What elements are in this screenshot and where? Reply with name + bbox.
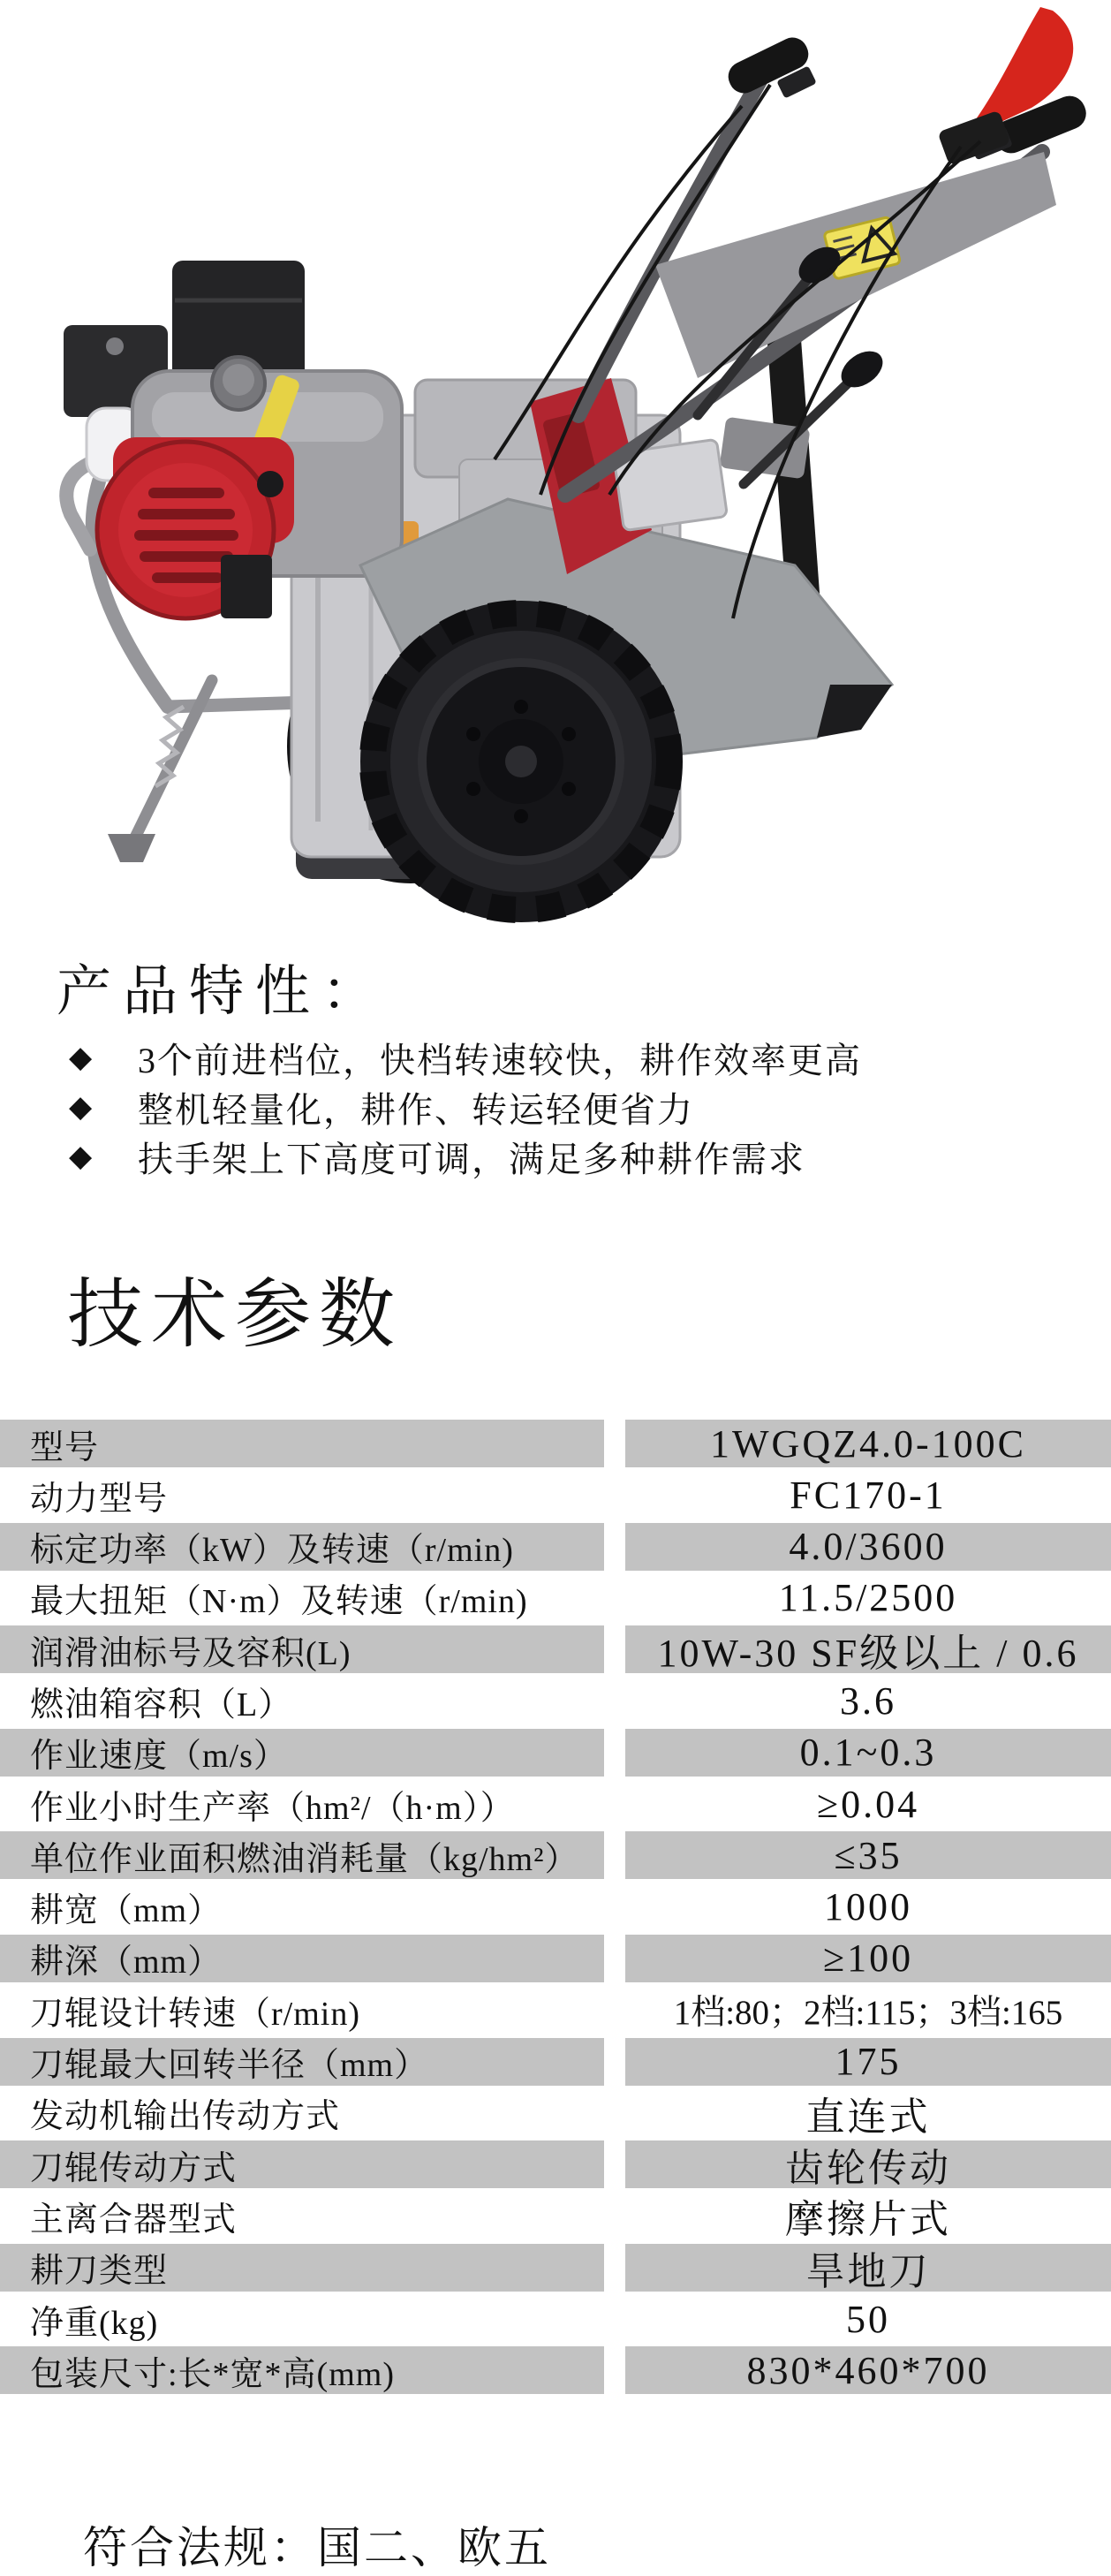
spec-row (0, 1677, 1111, 1724)
feature-item (69, 1138, 862, 1179)
spec-label: 动力型号 (30, 1480, 169, 1518)
front-wheel (360, 601, 682, 922)
fender-edge (817, 685, 892, 738)
starter-knob (257, 471, 283, 497)
feature-text: 扶手架上下高度可调，满足多种耕作需求 (138, 1139, 805, 1179)
clutch-lever (937, 7, 1073, 165)
spec-label: 耕宽（mm） (30, 1892, 223, 1930)
spec-label: 主离合器型式 (30, 2201, 238, 2239)
spec-label: 作业小时生产率（hm²/（h·m）） (30, 1789, 515, 1827)
spec-label: 最大扭矩（N·m）及转速（r/min) (30, 1583, 528, 1621)
feature-text: 整机轻量化，耕作、转运轻便省力 (138, 1089, 694, 1130)
spec-value: 齿轮传动 (625, 2140, 1111, 2188)
spec-value: 10W-30 SF级以上 / 0.6 (625, 1625, 1111, 1673)
spec-label: 净重(kg) (30, 2304, 159, 2342)
spec-row (0, 2140, 1111, 2191)
diamond-bullet-icon: ◆ (69, 1139, 93, 1174)
spec-row (0, 1780, 1111, 1828)
spec-label: 燃油箱容积（L） (30, 1686, 293, 1724)
features-list (69, 1039, 862, 1187)
spec-value: 50 (846, 2297, 890, 2341)
spec-row (0, 2244, 1111, 2292)
spec-label: 刀辊设计转速（r/min) (30, 1995, 360, 2033)
spec-value: 直连式 (805, 2095, 931, 2139)
spec-row (0, 1420, 1111, 1467)
spec-row (0, 1831, 1111, 1879)
spec-label: 耕刀类型 (0, 2244, 604, 2292)
product-photo (0, 0, 1111, 928)
tiller-illustration (0, 0, 1111, 928)
spec-row (0, 1935, 1111, 1982)
spec-label: 单位作业面积燃油消耗量（kg/hm²） (0, 1831, 604, 1879)
spec-label: 作业速度（m/s） (0, 1729, 604, 1777)
spec-value: 1000 (824, 1885, 912, 1929)
spec-label: 包装尺寸:长*宽*高(mm) (0, 2346, 604, 2394)
spec-value: 1WGQZ4.0-100C (625, 1420, 1111, 1467)
feature-item (69, 1039, 862, 1080)
spec-row (0, 2089, 1111, 2137)
feature-text: 3个前进档位，快档转速较快，耕作效率更高 (138, 1040, 862, 1080)
specs-title: 技术参数 (67, 1272, 403, 1357)
spec-value: 3.6 (840, 1678, 896, 1723)
spec-value: 11.5/2500 (778, 1576, 958, 1620)
spec-value: 旱地刀 (625, 2244, 1111, 2292)
specs-table (0, 1420, 1111, 2398)
spec-row (0, 1883, 1111, 1931)
spec-row (0, 2295, 1111, 2343)
spec-label: 标定功率（kW）及转速（r/min) (0, 1523, 604, 1571)
feature-item (69, 1088, 862, 1130)
engine-nameplate (221, 555, 272, 618)
spec-row (0, 1625, 1111, 1676)
spec-value: 175 (625, 2038, 1111, 2086)
spec-value: 830*460*700 (625, 2346, 1111, 2394)
spec-value: 4.0/3600 (625, 1523, 1111, 1571)
spec-value: 1档:80；2档:115；3档:165 (673, 1994, 1063, 2033)
spec-label: 刀辊最大回转半径（mm） (0, 2038, 604, 2086)
features-title: 产品特性： (57, 962, 389, 1022)
spec-row (0, 2346, 1111, 2394)
spec-value: FC170-1 (790, 1473, 947, 1517)
spec-value: 摩擦片式 (785, 2198, 951, 2242)
spec-label: 刀辊传动方式 (0, 2140, 604, 2188)
spec-row (0, 1471, 1111, 1519)
recoil-cover (97, 437, 294, 618)
compliance-note: 符合法规：国二、欧五 (83, 2523, 551, 2572)
handlebar-panel (655, 152, 1056, 378)
spec-value: ≥100 (625, 1935, 1111, 1982)
diamond-bullet-icon: ◆ (69, 1089, 93, 1125)
spec-row (0, 1986, 1111, 2034)
spec-value: ≥0.04 (816, 1782, 920, 1826)
spec-row (0, 1523, 1111, 1571)
diamond-bullet-icon: ◆ (69, 1040, 93, 1075)
spec-row (0, 1729, 1111, 1777)
spec-label: 发动机输出传动方式 (30, 2098, 341, 2136)
spec-label: 润滑油标号及容积(L) (0, 1625, 604, 1673)
spec-value: ≤35 (625, 1831, 1111, 1879)
spec-value: 0.1~0.3 (625, 1729, 1111, 1777)
spec-row (0, 1574, 1111, 1622)
spec-row (0, 2038, 1111, 2086)
spec-row (0, 2192, 1111, 2242)
spec-label: 耕深（mm） (0, 1935, 604, 1982)
spec-label: 型号 (0, 1420, 604, 1467)
